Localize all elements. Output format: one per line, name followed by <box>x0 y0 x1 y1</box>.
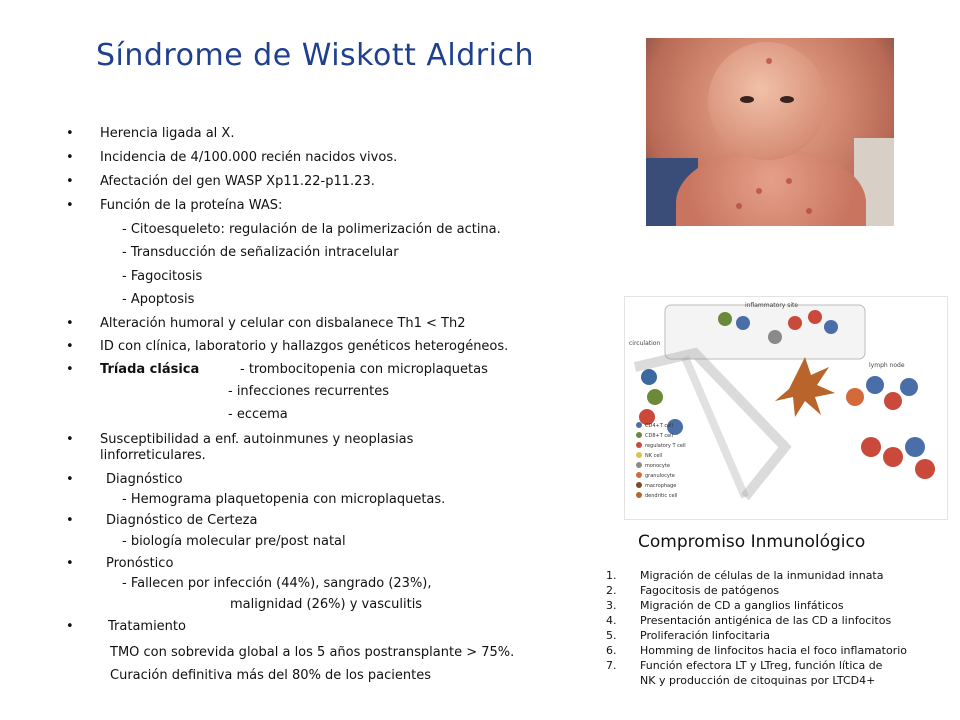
bullet-marker: • <box>66 126 74 141</box>
photo-rash-spot <box>756 188 762 194</box>
svg-text:regulatory T cell: regulatory T cell <box>645 443 686 449</box>
compromiso-item: Proliferación linfocitaria <box>640 629 770 642</box>
pronostico-sub-cont: malignidad (26%) y vasculitis <box>230 597 423 612</box>
diagnostico-sub: - Hemograma plaquetopenia con microplaquetas. <box>122 492 446 507</box>
pronostico-sub: - Fallecen por infección (44%), sangrado (23%), <box>122 576 432 591</box>
item-tratamiento: Tratamiento <box>108 619 186 634</box>
tratamiento-tmo: TMO con sobrevida global a los 5 años postransplante > 75%. <box>110 645 515 660</box>
svg-text:monocyte: monocyte <box>645 463 670 469</box>
photo-rash-spot <box>786 178 792 184</box>
bullet-marker: • <box>66 513 74 528</box>
bullet-marker: • <box>66 339 74 354</box>
bullet-marker: • <box>66 174 74 189</box>
patient-photo <box>646 38 894 226</box>
bullet-marker: • <box>66 619 74 634</box>
funcion-sub-item: - Citoesqueleto: regulación de la polimerización de actina. <box>122 222 501 237</box>
item-incidencia: Incidencia de 4/100.000 recién nacidos vivos. <box>100 150 398 165</box>
lymph-node-label: lymph node <box>869 362 905 369</box>
item-pronostico: Pronóstico <box>106 556 174 571</box>
bullet-marker: • <box>66 556 74 571</box>
triada-label: Tríada clásica <box>100 362 200 377</box>
item-id-clinica: ID con clínica, laboratorio y hallazgos genéticos heterogéneos. <box>100 339 509 354</box>
bullet-marker: • <box>66 150 74 165</box>
item-certeza: Diagnóstico de Certeza <box>106 513 258 528</box>
photo-rash-spot <box>806 208 812 214</box>
circulation-label: circulation <box>629 340 661 347</box>
compromiso-item: Homming de linfocitos hacia el foco inflamatorio <box>640 644 908 657</box>
item-susceptibilidad: Susceptibilidad a enf. autoinmunes y neoplasias <box>100 432 414 447</box>
item-funcion: Función de la proteína WAS: <box>100 198 283 213</box>
item-alteracion: Alteración humoral y celular con disbalanece Th1 < Th2 <box>100 316 466 331</box>
dendritic-cell-shape <box>775 357 835 417</box>
tratamiento-curacion: Curación definitiva más del 80% de los pacientes <box>110 668 431 683</box>
cell-cluster-right <box>846 376 935 479</box>
compromiso-item: Migración de CD a ganglios linfáticos <box>640 599 844 612</box>
bullet-marker: • <box>66 198 74 213</box>
compromiso-title: Compromiso Inmunológico <box>638 532 866 552</box>
photo-eye <box>780 96 794 103</box>
svg-text:macrophage: macrophage <box>645 483 677 489</box>
funcion-sub-item: - Apoptosis <box>122 292 195 307</box>
photo-rash-spot <box>736 203 742 209</box>
bullet-marker: • <box>66 362 74 377</box>
compromiso-item-num: 3. <box>606 599 617 612</box>
svg-text:NK cell: NK cell <box>645 453 663 459</box>
compromiso-item-num: 4. <box>606 614 617 627</box>
compromiso-item-num: 5. <box>606 629 617 642</box>
compromiso-item: Migración de células de la inmunidad innata <box>640 569 884 582</box>
item-afectacion: Afectación del gen WASP Xp11.22-p11.23. <box>100 174 375 189</box>
photo-eye <box>740 96 754 103</box>
immune-diagram-svg <box>625 297 947 519</box>
bullet-marker: • <box>66 432 74 447</box>
inflammatory-site-label: inflammatory site <box>745 302 799 309</box>
immune-diagram <box>624 296 948 520</box>
slide-title: Síndrome de Wiskott Aldrich <box>96 38 534 73</box>
compromiso-item: Función efectora LT y LTreg, función lítica de <box>640 659 883 672</box>
triada-item: - eccema <box>228 407 288 422</box>
bullet-marker: • <box>66 472 74 487</box>
svg-text:CD4+T cell: CD4+T cell <box>645 423 673 429</box>
triada-item: - trombocitopenia con microplaquetas <box>240 362 488 377</box>
item-susceptibilidad-cont: linforreticulares. <box>100 448 206 463</box>
svg-text:dendritic cell: dendritic cell <box>645 493 678 499</box>
compromiso-item-cont: NK y producción de citoquinas por LTCD4+ <box>640 674 876 687</box>
compromiso-item-num: 7. <box>606 659 617 672</box>
compromiso-item: Fagocitosis de patógenos <box>640 584 780 597</box>
triada-item: - infecciones recurrentes <box>228 384 389 399</box>
funcion-sub-item: - Transducción de señalización intracelular <box>122 245 399 260</box>
svg-text:granulocyte: granulocyte <box>645 473 675 479</box>
compromiso-item-num: 2. <box>606 584 617 597</box>
item-herencia: Herencia ligada al X. <box>100 126 235 141</box>
photo-rash-spot <box>766 58 772 64</box>
compromiso-item: Presentación antigénica de las CD a linfocitos <box>640 614 892 627</box>
compromiso-item-num: 6. <box>606 644 617 657</box>
bullet-marker: • <box>66 316 74 331</box>
funcion-sub-item: - Fagocitosis <box>122 269 203 284</box>
certeza-sub: - biología molecular pre/post natal <box>122 534 346 549</box>
compromiso-item-num: 1. <box>606 569 617 582</box>
svg-text:CD8+T cell: CD8+T cell <box>645 433 673 439</box>
item-diagnostico: Diagnóstico <box>106 472 183 487</box>
